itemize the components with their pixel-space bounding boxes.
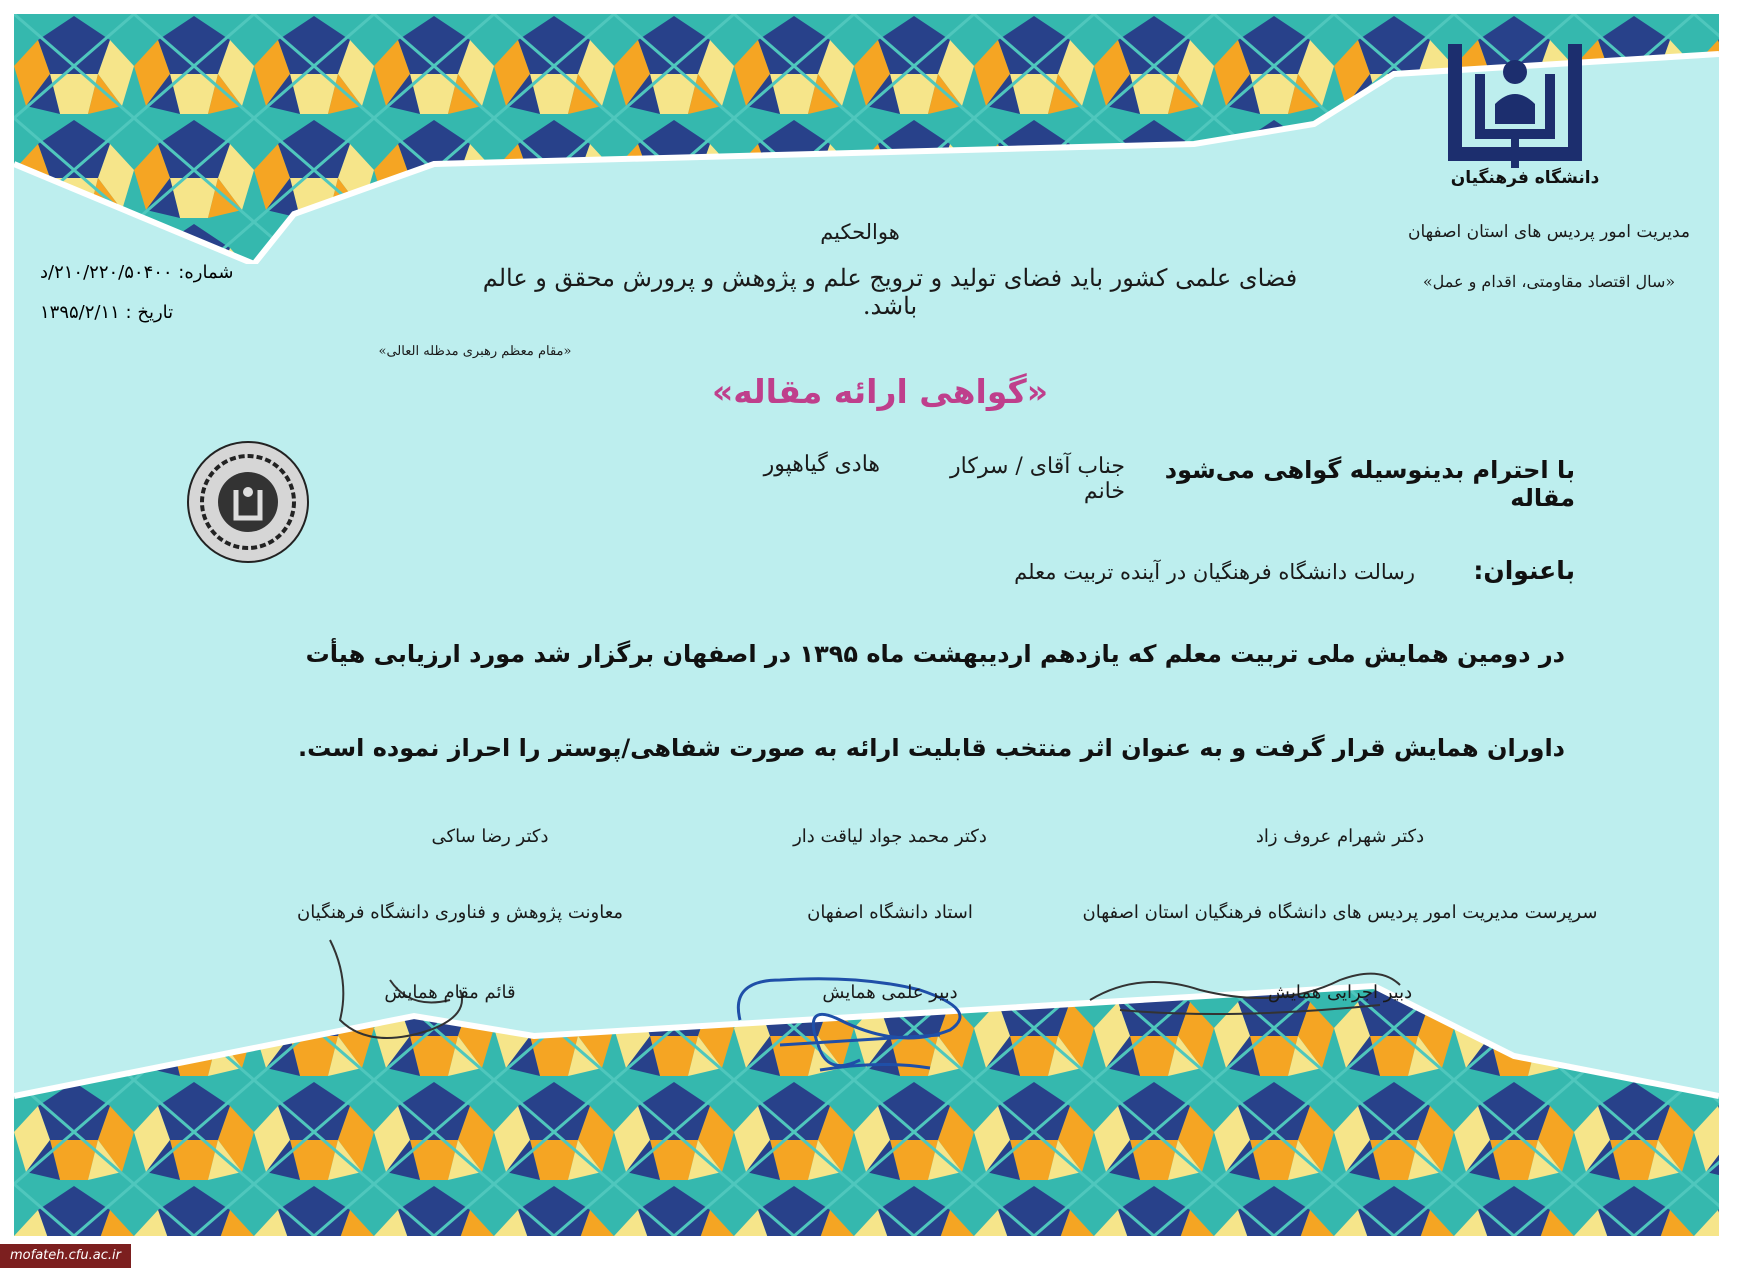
recipient-name: هادی گیاهپور — [763, 452, 880, 477]
certificate-lead-text: با احترام بدینوسیله گواهی می‌شود مقاله — [1164, 456, 1575, 512]
body-text-line-1: در دومین همایش ملی تربیت معلم که یازدهم اردیبهشت ماه ۱۳۹۵ در اصفهان برگزار شد مورد ارزیابی هیأت — [305, 640, 1565, 668]
signatory-3-title: معاونت پژوهش و فناوری دانشگاه فرهنگیان — [296, 902, 624, 923]
blue-signature-icon — [720, 950, 1000, 1080]
campus-admin-label: مدیریت امور پردیس های استان اصفهان — [1408, 222, 1690, 242]
body-text-line-2: داوران همایش قرار گرفت و به عنوان اثر منتخب قابلیت ارائه به صورت شفاهی/پوستر را احراز نموده است. — [298, 734, 1565, 762]
leader-quote: فضای علمی کشور باید فضای تولید و ترویج علم و پژوهش و پرورش محقق و عالم باشد. — [482, 264, 1298, 320]
hologram-seal-icon — [186, 440, 310, 564]
signatory-2-title: استاد دانشگاه اصفهان — [807, 902, 973, 923]
quote-source: «مقام معظم رهبری مدظله العالی» — [378, 344, 572, 359]
letter-date: تاریخ : ۱۳۹۵/۲/۱۱ — [40, 302, 174, 323]
subject-value: رسالت دانشگاه فرهنگیان در آینده تربیت معلم — [1014, 560, 1415, 584]
signatory-3-name: دکتر رضا ساکی — [431, 826, 549, 847]
honorific-text: جناب آقای / سرکار خانم — [950, 454, 1125, 504]
subject-label: باعنوان: — [1473, 556, 1575, 585]
signatory-1-role: دبیر اجرایی همایش — [1267, 982, 1413, 1003]
invocation-text: هوالحکیم — [820, 220, 900, 244]
university-logo-icon — [1425, 34, 1605, 172]
signatory-2-role: دبیر علمی همایش — [822, 982, 958, 1003]
certificate-title: «گواهی ارائه مقاله» — [711, 372, 1049, 411]
year-slogan: «سال اقتصاد مقاومتی، اقدام و عمل» — [1422, 272, 1676, 291]
logo-text: دانشگاه فرهنگیان — [1450, 168, 1600, 188]
signatory-1-title: سرپرست مدیریت امور پردیس های دانشگاه فرهنگیان استان اصفهان — [1082, 902, 1598, 923]
signatory-2-name: دکتر محمد جواد لیاقت دار — [793, 826, 987, 847]
source-badge[interactable]: mofateh.cfu.ac.ir — [0, 1244, 131, 1268]
letter-number: شماره: ۲۱۰/۲۲۰/۵۰۴۰۰/د — [40, 262, 234, 283]
signatory-3-role: قائم مقام همایش — [384, 982, 516, 1003]
signatory-1-name: دکتر شهرام عروف زاد — [1255, 826, 1425, 847]
